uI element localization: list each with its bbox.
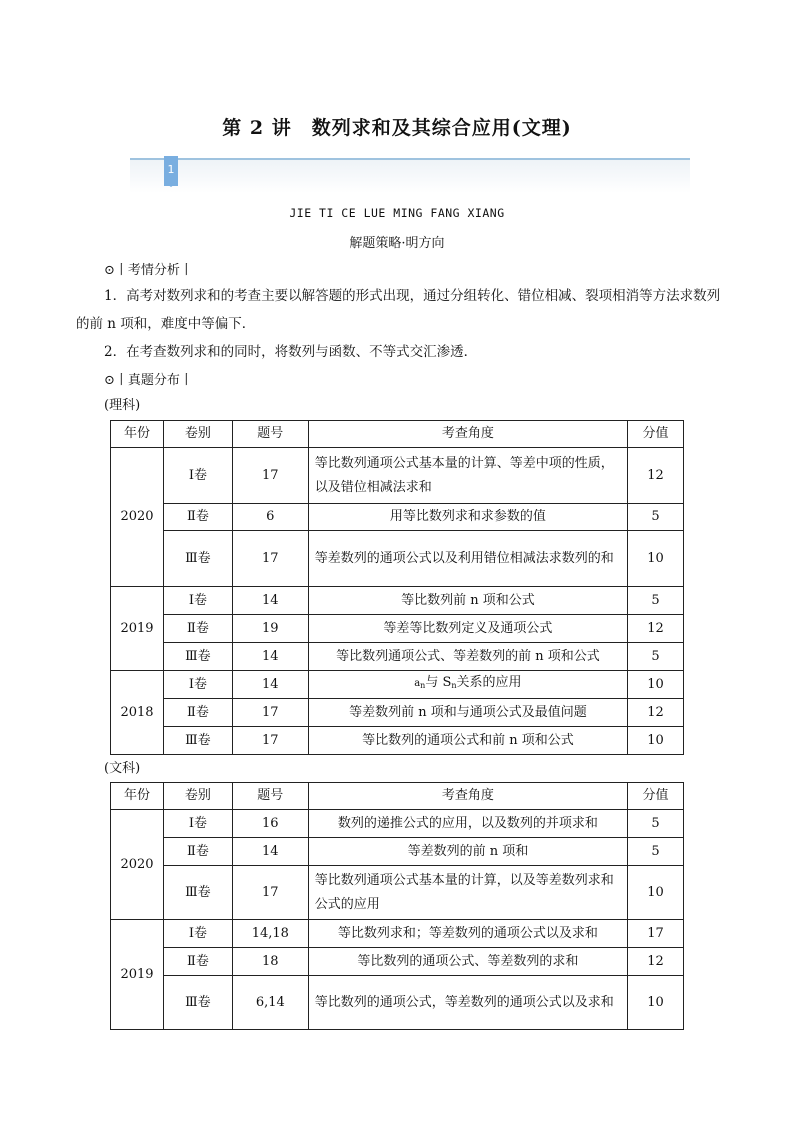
score-cell: 10 <box>628 866 684 920</box>
topic-cell: 等比数列的通项公式，等差数列的通项公式以及求和 <box>308 976 627 1030</box>
score-cell: 10 <box>628 976 684 1030</box>
paper-cell: Ⅰ卷 <box>163 810 232 838</box>
section-number-badge: 1 <box>164 156 178 186</box>
col-year: 年份 <box>111 783 164 810</box>
paper-cell: Ⅰ卷 <box>163 587 232 615</box>
topic-cell: 数列的递推公式的应用，以及数列的并项求和 <box>308 810 627 838</box>
number-cell: 16 <box>232 810 308 838</box>
year-cell: 2019 <box>111 920 164 1030</box>
table-header-row <box>111 783 684 810</box>
table-row <box>111 643 684 671</box>
topic-cell: 等差数列的通项公式以及利用错位相减法求数列的和 <box>308 531 627 587</box>
col-score: 分值 <box>628 783 684 810</box>
number-cell: 17 <box>232 866 308 920</box>
analysis-point-1: 1．高考对数列求和的考查主要以解答题的形式出现，通过分组转化、错位相减、裂项相消等方法求数列的前 n 项和，难度中等偏下． <box>76 288 721 332</box>
year-cell: 2018 <box>111 671 164 755</box>
number-cell: 17 <box>232 448 308 504</box>
liberal-arts-label: (文科) <box>104 761 141 776</box>
page-title: 第 2 讲 数列求和及其综合应用(文理) <box>222 117 572 139</box>
score-cell: 12 <box>628 948 684 976</box>
analysis-point-2: 2．在考查数列求和的同时，将数列与函数、不等式交汇渗透． <box>104 344 478 360</box>
topic-cell: 等比数列求和；等差数列的通项公式以及求和 <box>308 920 627 948</box>
year-cell: 2019 <box>111 587 164 671</box>
topic-cell: 等差等比数列定义及通项公式 <box>308 615 627 643</box>
science-table <box>110 420 684 755</box>
liberal-arts-table <box>110 782 684 1030</box>
score-cell: 10 <box>628 671 684 699</box>
table-row <box>111 615 684 643</box>
table-row <box>111 448 684 504</box>
col-year: 年份 <box>111 421 164 448</box>
paper-cell: Ⅲ卷 <box>163 727 232 755</box>
number-cell: 14,18 <box>232 920 308 948</box>
table-row <box>111 727 684 755</box>
col-number: 题号 <box>232 783 308 810</box>
score-cell: 5 <box>628 810 684 838</box>
topic-cell: 等比数列通项公式基本量的计算、等差中项的性质，以及错位相减法求和 <box>308 448 627 504</box>
table-row <box>111 531 684 587</box>
number-cell: 18 <box>232 948 308 976</box>
score-cell: 5 <box>628 838 684 866</box>
paper-cell: Ⅱ卷 <box>163 504 232 531</box>
col-paper: 卷别 <box>163 783 232 810</box>
paper-cell: Ⅲ卷 <box>163 643 232 671</box>
score-cell: 10 <box>628 531 684 587</box>
paper-cell: Ⅰ卷 <box>163 920 232 948</box>
number-cell: 17 <box>232 727 308 755</box>
year-cell: 2020 <box>111 810 164 920</box>
table-row <box>111 976 684 1030</box>
table-row <box>111 866 684 920</box>
score-cell: 5 <box>628 504 684 531</box>
number-cell: 14 <box>232 587 308 615</box>
score-cell: 5 <box>628 643 684 671</box>
exam-analysis-heading: ⊙丨考情分析丨 <box>104 263 193 278</box>
topic-sub-n2: n <box>451 681 457 690</box>
exam-distribution-heading: ⊙丨真题分布丨 <box>104 373 193 388</box>
table-row <box>111 504 684 531</box>
score-cell: 5 <box>628 587 684 615</box>
topic-cell: 等比数列的通项公式、等差数列的求和 <box>308 948 627 976</box>
science-label: (理科) <box>104 398 141 413</box>
score-cell: 10 <box>628 727 684 755</box>
number-cell: 6,14 <box>232 976 308 1030</box>
col-number: 题号 <box>232 421 308 448</box>
section-subtitle: 解题策略·明方向 <box>349 236 445 251</box>
number-cell: 6 <box>232 504 308 531</box>
topic-cell: 用等比数列求和求参数的值 <box>308 504 627 531</box>
topic-cell <box>308 671 627 699</box>
paper-cell: Ⅲ卷 <box>163 976 232 1030</box>
pinyin-heading: JIE TI CE LUE MING FANG XIANG <box>289 206 505 220</box>
paper-cell: Ⅰ卷 <box>163 448 232 504</box>
topic-a: a <box>414 678 421 689</box>
col-score: 分值 <box>628 421 684 448</box>
table-header-row <box>111 421 684 448</box>
col-topic: 考查角度 <box>308 783 627 810</box>
number-cell: 19 <box>232 615 308 643</box>
number-cell: 14 <box>232 838 308 866</box>
topic-cell: 等差数列前 n 项和与通项公式及最值问题 <box>308 699 627 727</box>
score-cell: 12 <box>628 699 684 727</box>
col-paper: 卷别 <box>163 421 232 448</box>
banner-band <box>130 160 690 193</box>
table-row <box>111 671 684 699</box>
paper-cell: Ⅲ卷 <box>163 531 232 587</box>
topic-cell: 等比数列的通项公式和前 n 项和公式 <box>308 727 627 755</box>
number-cell: 17 <box>232 531 308 587</box>
col-topic: 考查角度 <box>308 421 627 448</box>
topic-cell: 等差数列的前 n 项和 <box>308 838 627 866</box>
paper-cell: Ⅰ卷 <box>163 671 232 699</box>
table-row <box>111 810 684 838</box>
number-cell: 17 <box>232 699 308 727</box>
score-cell: 12 <box>628 615 684 643</box>
paper-cell: Ⅱ卷 <box>163 615 232 643</box>
topic-cell: 等比数列前 n 项和公式 <box>308 587 627 615</box>
topic-cell: 等比数列通项公式、等差数列的前 n 项和公式 <box>308 643 627 671</box>
number-cell: 14 <box>232 671 308 699</box>
number-cell: 14 <box>232 643 308 671</box>
table-row <box>111 948 684 976</box>
paper-cell: Ⅱ卷 <box>163 699 232 727</box>
table-row <box>111 699 684 727</box>
score-cell: 17 <box>628 920 684 948</box>
score-cell: 12 <box>628 448 684 504</box>
paper-cell: Ⅱ卷 <box>163 838 232 866</box>
topic-sub-n: n <box>420 681 426 690</box>
topic-mid: 与 S <box>425 675 452 690</box>
paper-cell: Ⅱ卷 <box>163 948 232 976</box>
topic-cell: 等比数列通项公式基本量的计算，以及等差数列求和公式的应用 <box>308 866 627 920</box>
table-row <box>111 587 684 615</box>
paper-cell: Ⅲ卷 <box>163 866 232 920</box>
section-banner <box>130 156 690 196</box>
year-cell: 2020 <box>111 448 164 587</box>
topic-post: 关系的应用 <box>456 675 522 690</box>
table-row <box>111 838 684 866</box>
table-row <box>111 920 684 948</box>
